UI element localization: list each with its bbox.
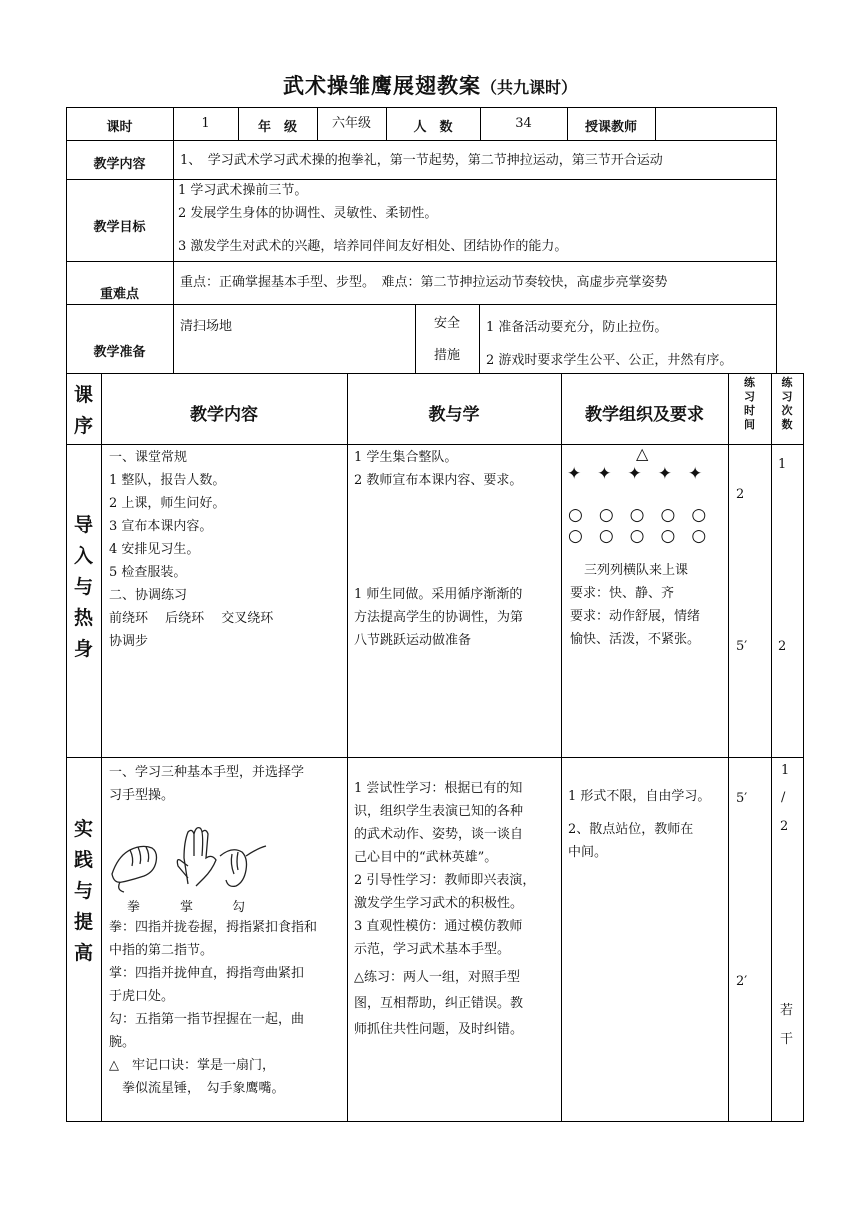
goal-item: 3 激发学生对武术的兴趣，培养同伴间友好相处、团结协作的能力。 [178, 239, 568, 254]
time-value: 2 [736, 487, 745, 502]
teacher-triangle-icon: △ [636, 444, 649, 463]
teach-line: 识，组织学生表演已知的各种 [354, 804, 524, 819]
section1-label [66, 510, 101, 665]
nianji-label: 年 级 [257, 120, 297, 135]
content-line: 前绕环 后绕环 交叉绕环 [109, 611, 274, 626]
prep-label: 教学准备 [93, 345, 146, 360]
teach-line: 的武术动作、姿势，谈一谈自 [354, 827, 524, 842]
teach-line: 1 师生同做。采用循序渐渐的 [354, 587, 523, 602]
formation-row-stars: ✦✦✦✦✦ [567, 464, 719, 484]
header-sequence [66, 380, 101, 442]
col-divider [101, 373, 102, 1121]
count-value: 1 [781, 763, 790, 778]
col-divider [771, 373, 772, 1121]
formation-row-circles: ○○○○○ [568, 526, 723, 546]
section2-label [66, 814, 101, 969]
teach-line: 3 直观性模仿：通过模仿教师 [354, 919, 523, 934]
org-line: 要求：动作舒展，情绪 [570, 609, 701, 624]
teach-line: 1 尝试性学习：根据已有的知 [354, 781, 523, 796]
col-divider [173, 107, 174, 373]
org-line: 三列列横队来上课 [584, 563, 689, 578]
teach-line: 图，互相帮助，纠正错误。教 [354, 996, 524, 1011]
header-organization: 教学组织及要求 [585, 405, 704, 425]
count-value: 干 [780, 1032, 794, 1047]
goal-item: 1 学习武术操前三节。 [178, 183, 308, 198]
teach-line: 方法提高学生的协调性，为第 [354, 610, 524, 625]
teacher-label: 授课教师 [584, 120, 637, 135]
section1-label-char: 导 [73, 514, 93, 536]
safety-label: 安全 [433, 316, 460, 331]
teach-line: 1 学生集合整队。 [354, 450, 458, 465]
col-divider [479, 304, 480, 373]
hand-label-hook: 勾 [232, 900, 246, 915]
renshu-label: 人 数 [413, 120, 453, 135]
nianji-value: 六年级 [331, 116, 371, 131]
page-title [0, 70, 860, 100]
count-value: 若 [780, 1003, 794, 1018]
content-line: 习手型操。 [109, 788, 175, 803]
prep-text: 清扫场地 [180, 319, 233, 334]
section1-label-char: 与 [73, 576, 93, 598]
header-sequence-char: 序 [73, 415, 93, 437]
section2-intro [109, 761, 345, 807]
section2-content [109, 916, 347, 1100]
header-teach-learn: 教与学 [428, 405, 480, 425]
content-line: 二、协调练习 [109, 588, 188, 603]
content-line: 勾：五指第一指节捏握在一起，曲 [109, 1012, 305, 1027]
org-line: 1 形式不限，自由学习。 [568, 789, 711, 804]
section2-label-char: 高 [73, 942, 93, 964]
section2-label-char: 提 [73, 911, 93, 933]
section2-organization [568, 785, 728, 864]
renshu-value: 34 [515, 116, 532, 131]
content-line: 5 检查服装。 [109, 565, 187, 580]
key-label: 重难点 [99, 287, 139, 302]
safety-item: 1 准备活动要充分，防止拉伤。 [486, 320, 668, 335]
safety-item: 2 游戏时要求学生公平、公正，井然有序。 [486, 353, 733, 368]
content-line: 一、学习三种基本手型，并选择学 [109, 765, 305, 780]
keshi-label: 课时 [106, 120, 133, 135]
row-divider [66, 373, 804, 374]
section1-content [109, 446, 345, 653]
header-time: 练 习 时 间 [744, 376, 755, 431]
hook-icon [220, 846, 266, 886]
org-line: 愉快、活泼，不紧张。 [570, 632, 701, 647]
section1-label-char: 入 [73, 545, 93, 567]
content-line: 2 上课，师生问好。 [109, 496, 226, 511]
content-label: 教学内容 [93, 157, 146, 172]
section1-organization [570, 559, 728, 651]
hand-label-palm: 掌 [180, 900, 194, 915]
org-line: 要求：快、静、齐 [570, 586, 675, 601]
teach-line: △练习：两人一组，对照手型 [354, 970, 520, 985]
content-line: △ 牢记口诀：掌是一扇门， [109, 1058, 275, 1073]
count-value: 2 [780, 819, 789, 834]
count-slash: / [781, 790, 786, 805]
section1-label-char: 身 [73, 638, 93, 660]
safety-label: 措施 [433, 348, 460, 363]
content-line: 1 整队，报告人数。 [109, 473, 226, 488]
section1-label-char: 热 [73, 607, 93, 629]
goals-label: 教学目标 [93, 220, 146, 235]
header-count: 练 习 次 数 [781, 376, 793, 431]
teach-line: 示范，学习武术基本手型。 [354, 942, 511, 957]
section2-label-char: 实 [73, 818, 93, 840]
content-line: 掌：四指并拢伸直，拇指弯曲紧扣 [109, 966, 305, 981]
table-right-border-upper [776, 107, 777, 373]
content-text: 1、 学习武术学习武术操的抱拳礼，第一节起势，第二节抻拉运动，第三节开合运动 [180, 153, 663, 168]
fist-icon [112, 846, 157, 892]
content-line: 3 宣布本课内容。 [109, 519, 213, 534]
teach-line: 八节跳跃运动做准备 [354, 633, 472, 648]
col-divider [655, 107, 656, 140]
content-line: 4 安排见习生。 [109, 542, 200, 557]
time-value: 5′ [736, 791, 748, 806]
table-right-border-lower [803, 373, 804, 1121]
header-sequence-char: 课 [73, 384, 93, 406]
teach-line: 2 引导性学习：教师即兴表演， [354, 873, 536, 888]
content-line: 于虎口处。 [109, 989, 175, 1004]
section2-label-char: 践 [73, 849, 93, 871]
keshi-value: 1 [201, 116, 210, 131]
content-line: 拳似流星锤， 勾手象鹰嘴。 [109, 1081, 285, 1096]
content-line: 中指的第二指节。 [109, 943, 214, 958]
teach-line: 师抓住共性问题，及时纠错。 [354, 1022, 524, 1037]
hand-label-fist: 拳 [127, 900, 141, 915]
col-divider [728, 373, 729, 1121]
teach-line: 2 教师宣布本课内容、要求。 [354, 473, 523, 488]
teach-line: 己心目中的“武林英雄”。 [354, 850, 498, 865]
title-main: 武术操雏鹰展翅教案 [282, 74, 481, 98]
row-divider [66, 757, 804, 758]
header-content: 教学内容 [190, 405, 258, 425]
title-suffix: （共九课时） [480, 78, 577, 97]
col-divider [561, 373, 562, 1121]
time-value: 5′ [736, 639, 748, 654]
org-line: 2、散点站位，教师在 [568, 822, 694, 837]
key-text: 重点：正确掌握基本手型、步型。 难点：第二节抻拉运动节奏较快，高虚步亮掌姿势 [180, 275, 668, 290]
content-line: 一、课堂常规 [109, 450, 188, 465]
table-bottom-border [66, 1121, 804, 1122]
section2-label-char: 与 [73, 880, 93, 902]
count-value: 1 [778, 457, 787, 472]
teach-line: 激发学生学习武术的积极性。 [354, 896, 524, 911]
row-divider [66, 444, 804, 445]
hand-shapes-illustration [108, 826, 268, 894]
content-line: 腕。 [109, 1035, 136, 1050]
count-value: 2 [778, 639, 787, 654]
goal-item: 2 发展学生身体的协调性、灵敏性、柔韧性。 [178, 206, 438, 221]
section2-teach [354, 777, 560, 1041]
section1-teach-a [354, 446, 559, 492]
time-value: 2′ [736, 974, 748, 989]
org-line: 中间。 [568, 845, 608, 860]
section1-teach-b [354, 583, 559, 652]
formation-row-circles: ○○○○○ [568, 505, 723, 525]
content-line: 协调步 [109, 634, 149, 649]
content-line: 拳：四指并拢卷握，拇指紧扣食指和 [109, 920, 318, 935]
col-divider [347, 373, 348, 1121]
palm-icon [177, 828, 216, 886]
